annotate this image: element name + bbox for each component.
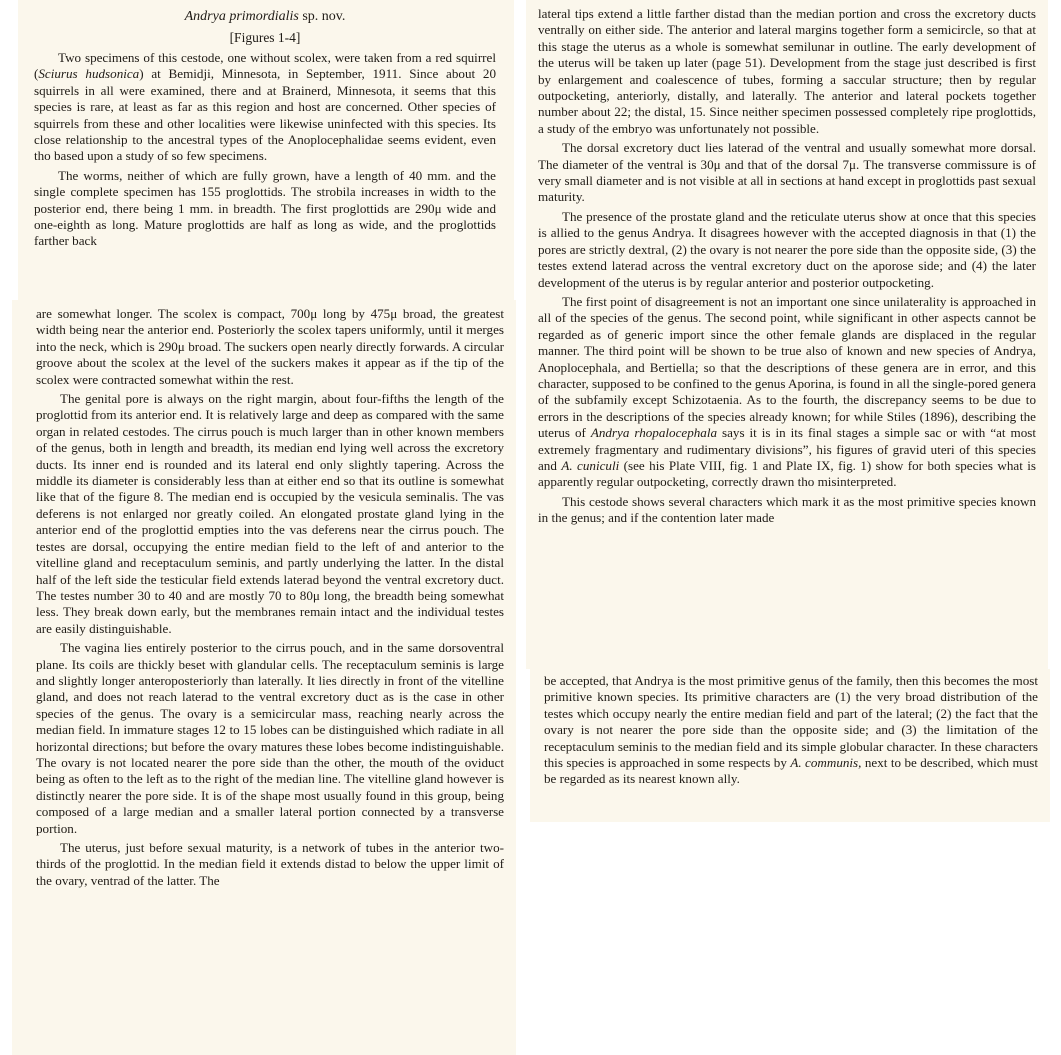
- text-run: ) at Bemidji, Minnesota, in September, 1911. Since about 20 squirrels in all were examined, there and at Brainerd, Minnesota, it seems that this species is rare, at least as far as this region and host are concerned. Other species of squirrels from these and other localities were likewise uninfected with this species. Its close relationship to the ancestral types of the Anoplocephalidae seems evident, even tho based upon a study of so few specimens.: [34, 66, 496, 164]
- paragraph-diagnosis: The presence of the prostate gland and the reticulate uterus show at once that this species is allied to the genus Andrya. It disagrees however with the accepted diagnosis in that (1) the pores are strictly dextral, (2) the ovary is not nearer the pore side than the opposite side, (3) the testes extend laterad across the ventral excretory duct on the aporose side; and (4) the later development of the uterus is by regular anterior and posterior outpocketing.: [538, 208, 1036, 290]
- paragraph-specimens: [34, 50, 496, 165]
- text-run: (see his Plate VIII, fig. 1 and Plate IX, fig. 1) show for both species what is apparently regular outpocketing, correctly drawn tho misinterpreted.: [538, 457, 1036, 490]
- species-name-italic: A. cuniculi: [561, 457, 620, 473]
- right-column-bottom-block: [530, 669, 1050, 822]
- text-run: be accepted, that Andrya is the most primitive genus of the family, then this becomes the most primitive known species. Its primitive characters are (1) the very broad distribution of the testes which occupy nearly the entire median field and part of the lateral; (2) the fact that the ovary is not nearer the pore side than the opposite side; and (3) the limitation of the receptaculum seminis to the median field and its simple globular character. In these characters this species is approached in some respects by: [544, 673, 1038, 771]
- paragraph-scolex: are somewhat longer. The scolex is compact, 700μ long by 475μ broad, the greatest width being near the anterior end. Posteriorly the scolex tapers uniformly, until it merges into the neck, which is 290μ broad. The suckers open nearly directly forwards. A circular groove about the scolex at the level of the suckers makes it appear as if the tip of the scolex were contracted somewhat within the rest.: [36, 306, 504, 387]
- species-name-italic: Andrya rhopalocephala: [590, 425, 718, 441]
- text-run: says it is in its final stages a simple sac or with “at most extremely fragmentary and rudimentary divisions”, his figures of gravid uteri of this species and: [538, 425, 1037, 473]
- paragraph-uterus: The uterus, just before sexual maturity, is a network of tubes in the anterior two-thirds of the proglottid. In the median field it extends distad to below the upper limit of the ovary, ventrad of the latter. The: [36, 840, 504, 888]
- text-run: Two specimens of this cestode, one without scolex, were taken from a red squirrel (: [34, 50, 496, 82]
- text-run: next to be described, which must be regarded as its nearest known ally.: [544, 755, 1038, 787]
- paragraph-primitive-characters: [544, 673, 1038, 788]
- paragraph-excretory-duct: The dorsal excretory duct lies laterad of the ventral and usually somewhat more dorsal. The diameter of the ventral is 30μ and that of the dorsal 7μ. The transverse commissure is of very small diameter and is not visible at all in sections at hand except in proglottids past sexual maturity.: [538, 140, 1036, 205]
- species-rank: sp. nov.: [302, 9, 346, 24]
- paragraph-vagina: The vagina lies entirely posterior to the cirrus pouch, and in the same dorsoventral plane. Its coils are thickly beset with glandular cells. The receptaculum seminis is large and slightly longer anteroposteriorly than laterally. It lies directly in front of the vitelline gland, and does not reach laterad to the ventral excretory duct as is the case in other species of the genus. The ovary is a semicircular mass, reaching nearly across the median field. In immature stages 12 to 15 lobes can be distinguished which radiate in all horizontal directions; but before the ovary matures these lobes become indistinguishable. The ovary is not located nearer the pore side than the other, the mouth of the oviduct being as often to the left as to the right of the median line. The vitelline gland however is distinctly nearer the pore side. It is of the shape most usually found in this group, being composed of a large median and a smaller lateral portion connected by a transverse portion.: [36, 640, 504, 836]
- left-column-bottom-block: [12, 300, 516, 1055]
- paragraph-disagreement: [538, 294, 1036, 491]
- species-name-italic: A. communis,: [790, 755, 862, 771]
- species-heading: [34, 8, 496, 26]
- species-name: Andrya primordialis: [184, 9, 299, 24]
- figure-reference: [Figures 1-4]: [229, 30, 301, 45]
- left-column-top-block: [18, 0, 514, 306]
- right-column-top-block: [526, 0, 1048, 669]
- paragraph-primitive-start: This cestode shows several characters which mark it as the most primitive species known in the genus; and if the contention later made: [538, 493, 1036, 526]
- paragraph-uterus-continued: lateral tips extend a little farther distad than the median portion and cross the excretory ducts ventrally on either side. The anterior and lateral margins together form a semicircle, so that at this stage the uterus as a whole is somewhat semilunar in outline. The early development of the uterus will be taken up later (page 51). Development from the stage just described is first by enlargement and coalescence of tubes, forming a saccular structure; then by regular outpocketing, anteriorly, distally, and laterally. The anterior and lateral pockets together number about 22; the distal, 15. Since neither specimen possessed completely ripe proglottids, a study of the embryo was unfortunately not possible.: [538, 6, 1036, 136]
- text-run: The first point of disagreement is not an important one since unilaterality is approached in all of the species of the genus. The second point, while significant in other aspects cannot be regarded as of generic import since the other female glands are displaced in the regular manner. The third point will be shown to be true also of known and new species of Andrya, Anoplocephala, and Bertiella; so that the descriptions of these genera are in error, and this character, supposed to be confined to the genus Aporina, is found in all the single-pored genera of the subfamily except Schizotaenia. As to the fourth, the discrepancy seems to be due to errors in the descriptions of the species already known; for while Stiles (1896), describing the uterus of: [538, 293, 1036, 441]
- host-name: Sciurus hudsonica: [38, 66, 140, 82]
- paragraph-worm-dimensions: The worms, neither of which are fully grown, have a length of 40 mm. and the single complete specimen has 155 proglottids. The strobila increases in width to the posterior end, there being 1 mm. in breadth. The first proglottids are 290μ wide and one-eighth as long. Mature proglottids are half as long as wide, and the proglottids farther back: [34, 167, 496, 249]
- paragraph-genital-pore: The genital pore is always on the right margin, about four-fifths the length of the proglottid from its anterior end. It is relatively large and deep as compared with the same organ in related cestodes. The cirrus pouch is much larger than in other known members of the genus, both in length and breadth, its median end lying well across the excretory ducts. Its inner end is rounded and its lateral end only slightly tapering. Across the middle its diameter is considerably less than at either end so that its outline is somewhat like that of the figure 8. The median end is occupied by the vesicula seminalis. The vas deferens is not enlarged nor greatly coiled. An elongated prostate gland lying in the anterior end of the proglottid empties into the vas deferens near the cirrus pouch. The testes are dorsal, occupying the entire median field to the left of and anterior to the vitelline gland and receptaculum seminis, and partly underlying the latter. In the distal half of the left side the testicular field extends laterad beyond the ventral excretory duct. The testes number 30 to 40 and are mostly 70 to 80μ long, the breadth being somewhat less. They break down early, but the membranes remain intact and the individual testes are easily distinguishable.: [36, 391, 504, 636]
